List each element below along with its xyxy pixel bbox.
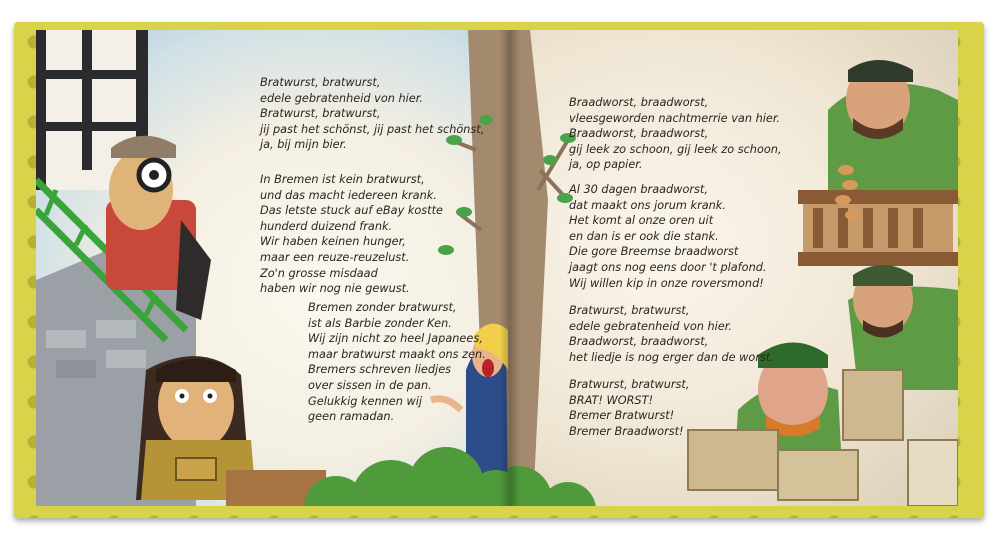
verse-block <box>569 303 774 365</box>
lyric-line: ist als Barbie zonder Ken. <box>308 316 452 330</box>
lyric-line: ja, bij mijn bier. <box>260 138 347 152</box>
verse-block <box>308 300 486 425</box>
lyric-line: jaagt ons nog eens door 't plafond. <box>569 260 767 274</box>
lyric-line: edele gebratenheid von hier. <box>569 319 732 333</box>
lyric-line: geen ramadan. <box>308 410 395 424</box>
lyric-line: Bremers schreven liedjes <box>308 363 452 377</box>
lyric-line: en dan is er ook die stank. <box>569 229 719 243</box>
lyric-line: Wij willen kip in onze roversmond! <box>569 276 764 290</box>
lyric-line: Gelukkig kennen wij <box>308 394 423 408</box>
lyric-line: edele gebratenheid von hier. <box>260 91 423 105</box>
lyric-line: hunderd duizend frank. <box>260 219 393 233</box>
lyric-line: Braadworst, braadworst, <box>569 96 709 109</box>
lyric-line: dat maakt ons jorum krank. <box>569 198 726 212</box>
left-page <box>36 30 508 506</box>
lyric-line: Bremer Braadworst! <box>569 424 684 438</box>
lyric-line: haben wir nog nie gewust. <box>260 282 410 296</box>
open-book <box>14 22 984 518</box>
lyric-line: Bratwurst, bratwurst, <box>569 304 690 317</box>
green-bush-illustration <box>508 466 596 506</box>
right-page <box>508 30 958 506</box>
lyric-line: Braadworst, braadworst, <box>569 127 709 141</box>
lyric-line: Bratwurst, bratwurst, <box>260 76 381 89</box>
verse-block <box>569 377 689 439</box>
lyric-line: maar bratwurst maakt ons zen. <box>308 347 486 361</box>
lyric-line: Al 30 dagen braadworst, <box>569 183 708 196</box>
lyric-line: over sissen in de pan. <box>308 378 432 392</box>
verse-block <box>569 95 782 173</box>
lyric-line: Die gore Breemse braadworst <box>569 245 739 259</box>
lyric-line: Braadworst, braadworst, <box>569 335 709 349</box>
lyric-line: gij leek zo schoon, gij leek zo schoon, <box>569 142 782 156</box>
lyric-line: ja, op papier. <box>569 158 643 172</box>
lyric-line: Bratwurst, bratwurst, <box>260 107 381 121</box>
lyric-line: und das macht iedereen krank. <box>260 188 437 202</box>
lyric-line: Wir haben keinen hunger, <box>260 235 406 249</box>
lyric-line: Zo'n grosse misdaad <box>260 266 378 280</box>
lyric-line: jij past het schönst, jij past het schönst, <box>260 122 485 136</box>
lyric-line: maar een reuze-reuzelust. <box>260 250 410 264</box>
lyric-line: Bratwurst, bratwurst, <box>569 378 690 391</box>
book-gutter <box>500 30 520 506</box>
lyric-line: Bremen zonder bratwurst, <box>308 301 457 314</box>
lyric-line: BRAT! WORST! <box>569 393 654 407</box>
balcony-illustration <box>798 190 958 266</box>
lyric-line: In Bremen ist kein bratwurst, <box>260 173 425 186</box>
verse-block <box>260 172 443 297</box>
lyric-line: vleesgeworden nachtmerrie van hier. <box>569 111 781 125</box>
lyric-line: Das letste stuck auf eBay kostte <box>260 204 443 218</box>
lyric-line: Bremer Bratwurst! <box>569 409 675 423</box>
verse-block <box>569 182 767 291</box>
verse-block <box>260 75 484 153</box>
lyric-line: Wij zijn nicht zo heel Japanees, <box>308 332 483 346</box>
lyric-line: Het komt al onze oren uit <box>569 214 714 228</box>
lyric-line: het liedje is nog erger dan de worst. <box>569 350 774 364</box>
